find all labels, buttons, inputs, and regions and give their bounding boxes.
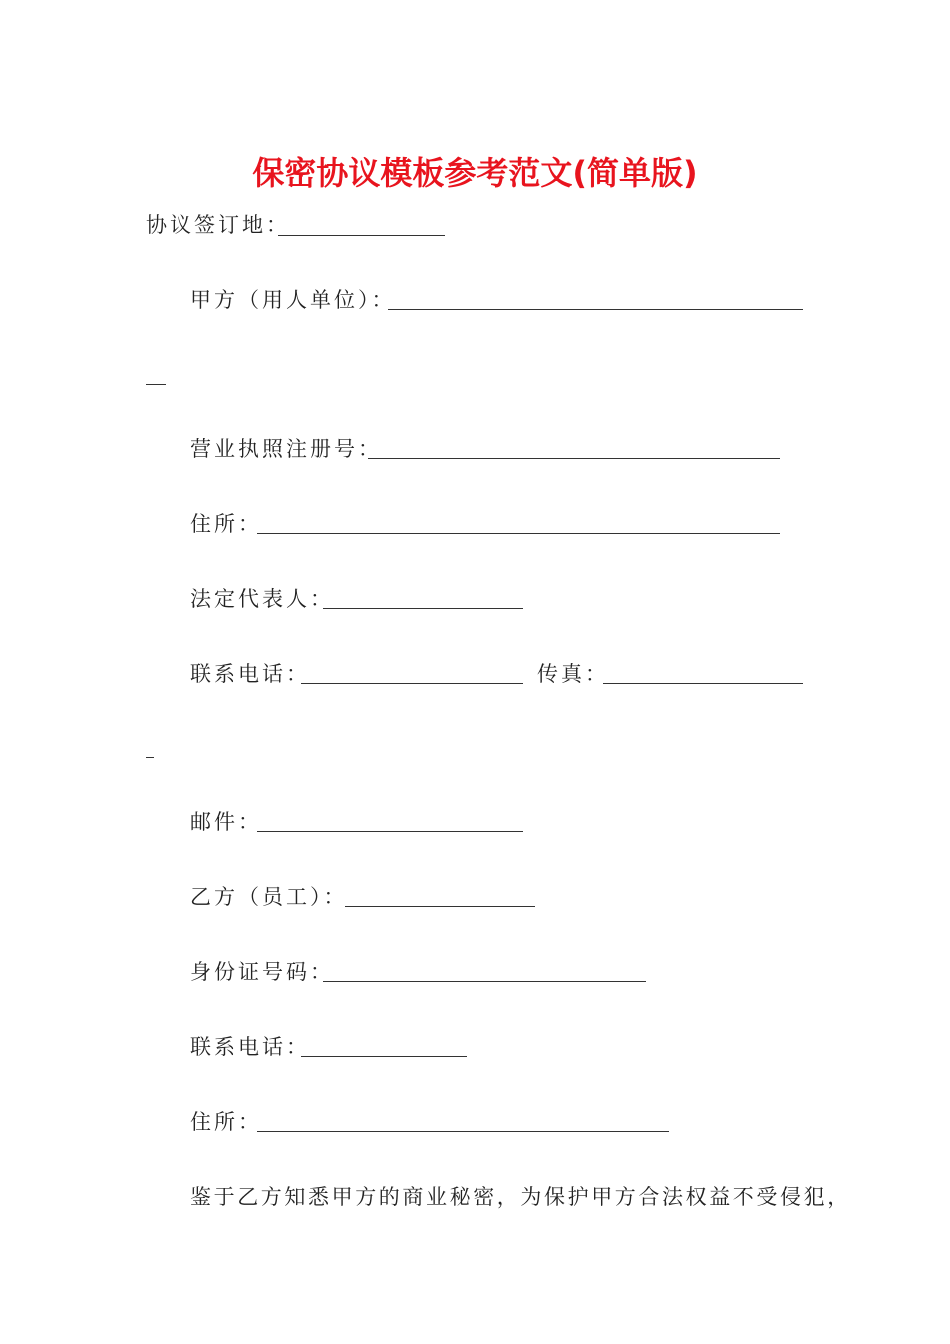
legal-rep-label: 法定代表人： [190,587,334,611]
body-paragraph: 鉴于乙方知悉甲方的商业秘密，为保护甲方合法权益不受侵犯， [190,1185,851,1209]
document-title: 保密协议模板参考范文(简单版) [252,154,698,192]
fax-label: 传真： [537,662,609,686]
id-blank[interactable] [323,981,646,982]
mail-label: 邮件： [190,810,262,834]
fax-blank-continuation [146,757,154,758]
address-b-blank[interactable] [257,1131,669,1132]
party-b-label: 乙方（员工）： [190,885,348,909]
address-a-blank[interactable] [257,533,780,534]
phone-a-label: 联系电话： [190,662,310,686]
phone-b-blank[interactable] [301,1056,467,1057]
address-b-label: 住所： [190,1110,262,1134]
mail-blank[interactable] [257,831,523,832]
party-a-blank[interactable] [388,309,803,310]
phone-b-label: 联系电话： [190,1035,310,1059]
id-label: 身份证号码： [190,960,334,984]
license-blank[interactable] [368,458,780,459]
address-a-label: 住所： [190,512,262,536]
sign-place-blank[interactable] [278,235,445,236]
party-a-blank-continuation [146,384,166,385]
party-a-label: 甲方（用人单位）： [190,288,396,312]
party-b-blank[interactable] [345,906,535,907]
sign-place-label: 协议签订地： [146,213,290,237]
phone-a-blank[interactable] [301,683,523,684]
legal-rep-blank[interactable] [323,608,523,609]
fax-blank[interactable] [603,683,803,684]
license-label: 营业执照注册号： [190,437,382,461]
